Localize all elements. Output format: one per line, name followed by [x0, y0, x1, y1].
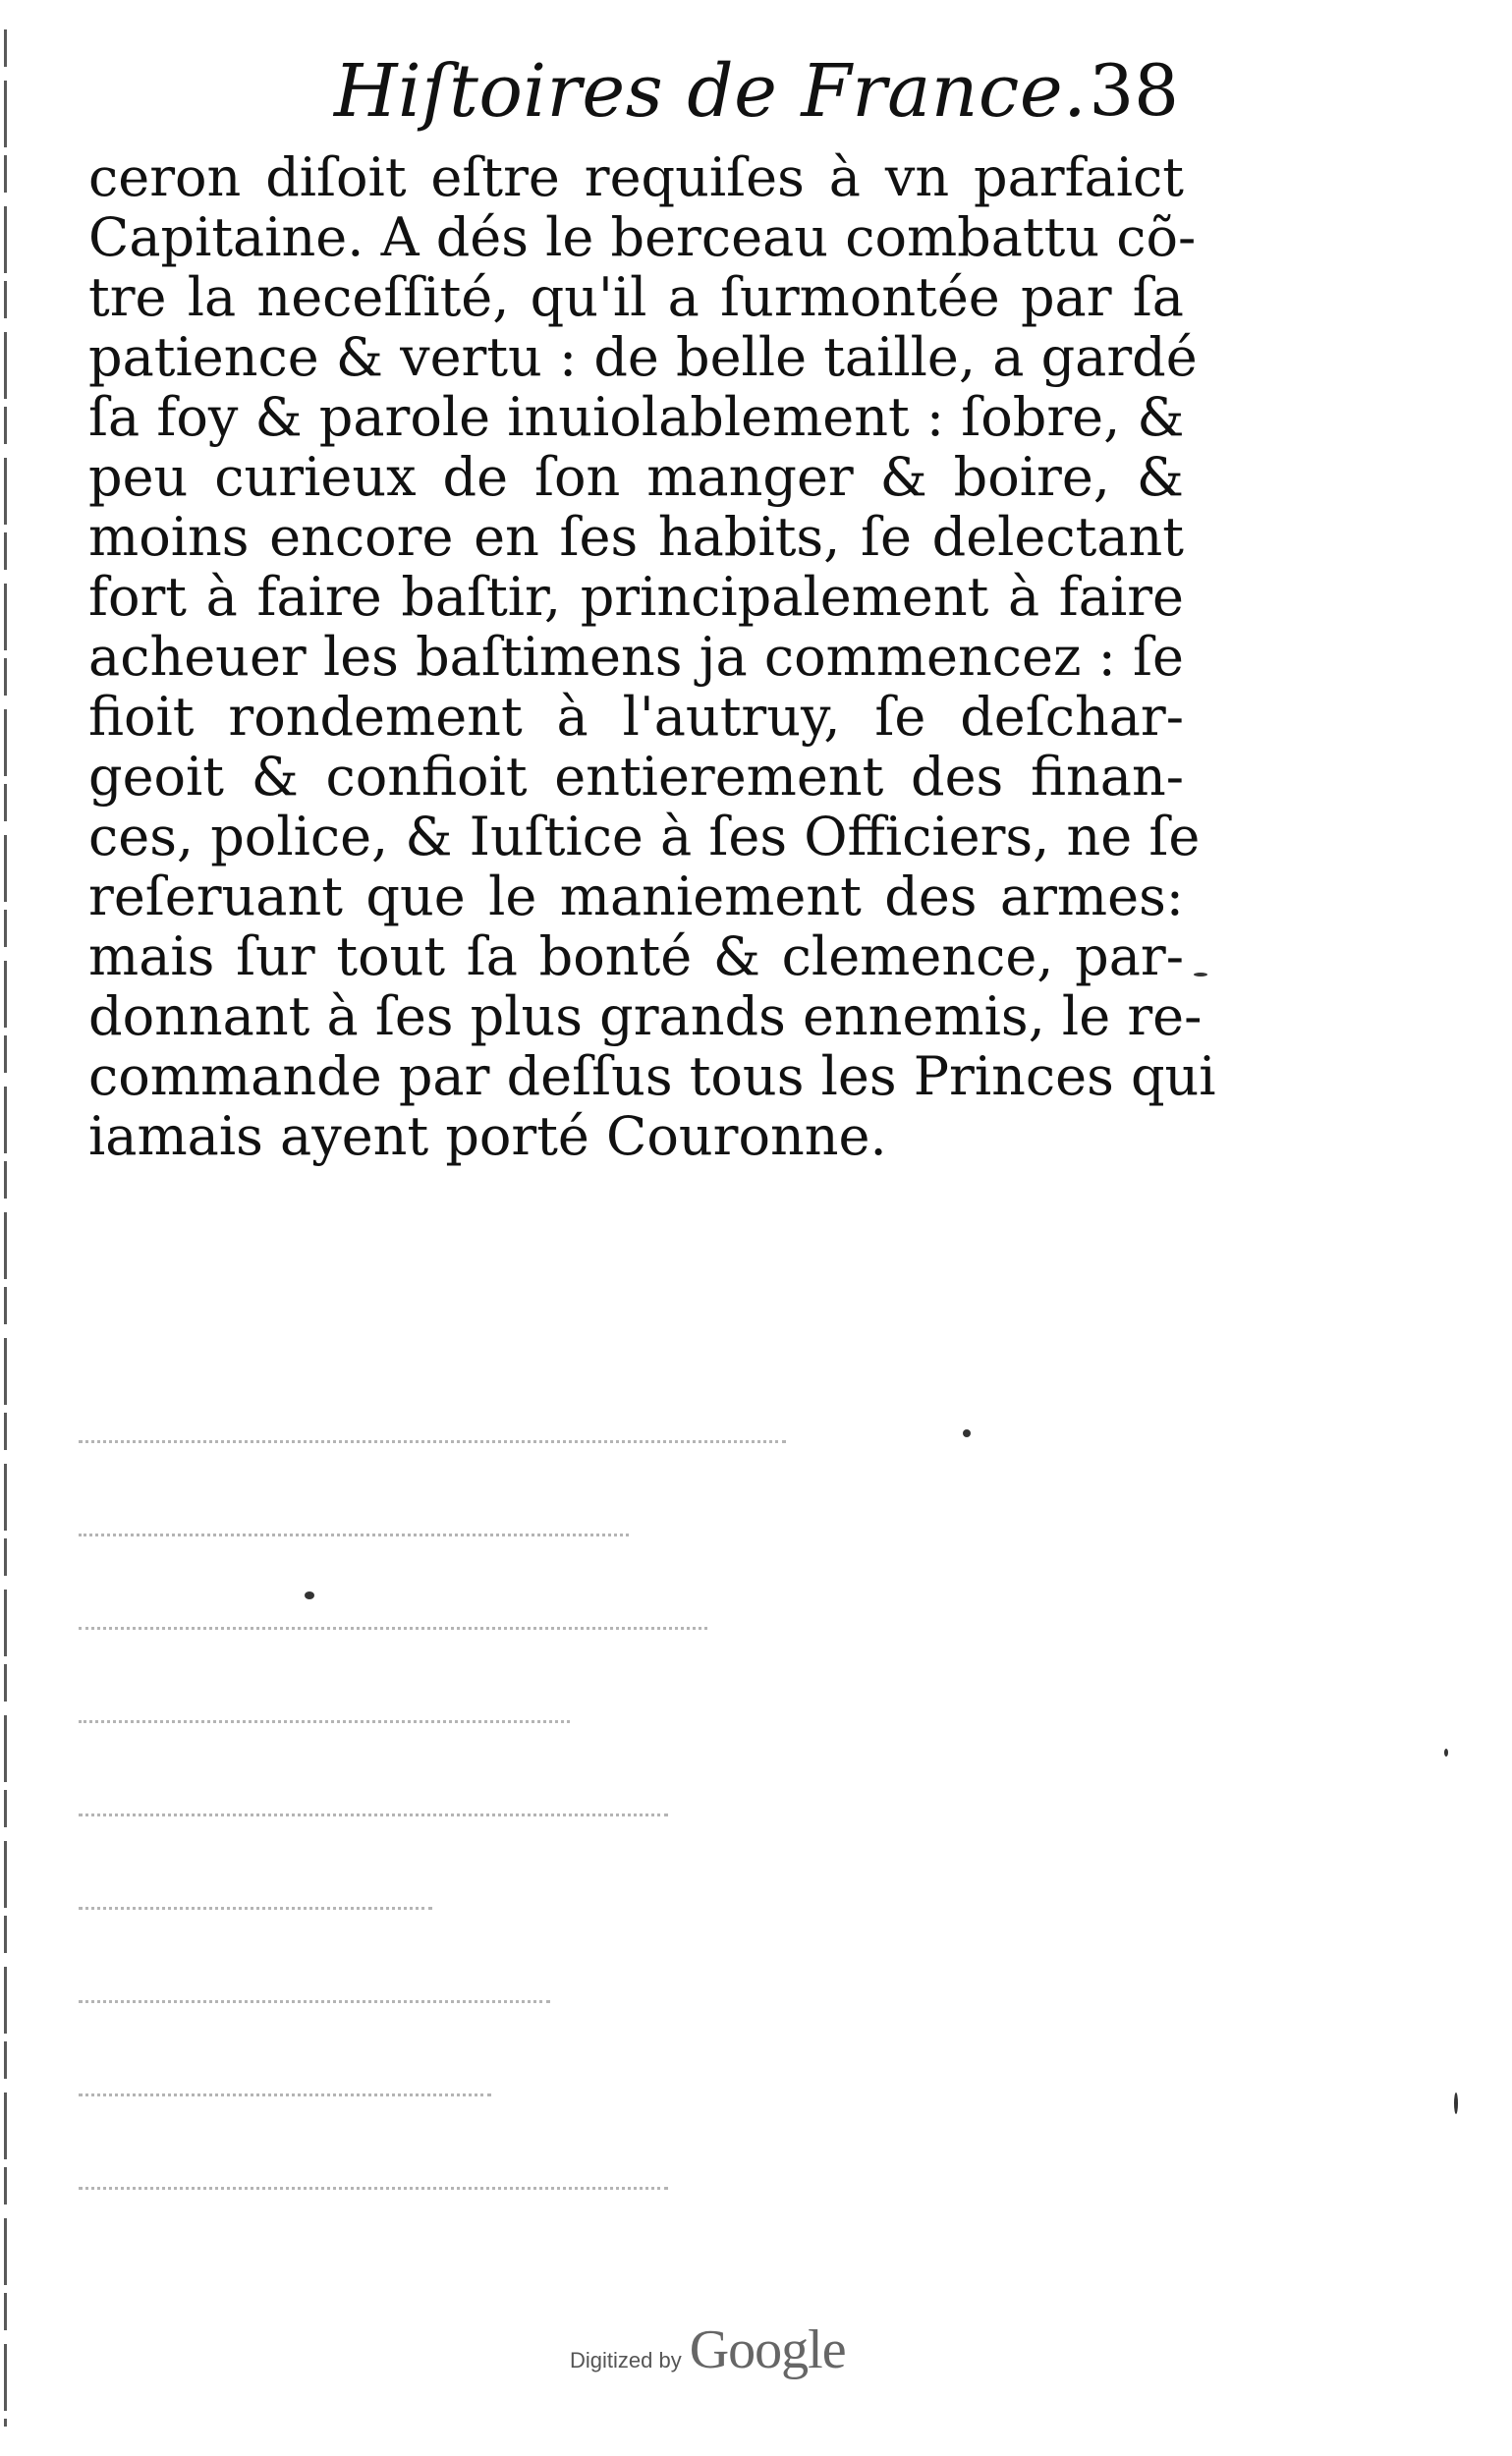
show-through-line — [79, 1528, 629, 1536]
text-line: reſeruant que le maniement des armes: — [88, 865, 1184, 927]
text-line: ceron diſoit eſtre requiſes à vn parfaict — [88, 146, 1184, 208]
page-header — [88, 49, 1179, 147]
text-line: geoit & confioit entierement des finan- — [88, 746, 1184, 808]
text-line: acheuer les baſtimens ja commencez : ſe — [88, 626, 1184, 688]
show-through-line — [79, 1901, 432, 1910]
page-number: 38 — [1089, 49, 1179, 132]
body-text — [88, 146, 1216, 1167]
show-through-line — [79, 1714, 570, 1723]
show-through-line — [79, 1808, 668, 1816]
show-through-line — [79, 1994, 550, 2003]
show-through-text — [79, 1434, 1061, 2250]
digitized-by-label: Digitized by — [570, 2348, 682, 2372]
show-through-line — [79, 2088, 491, 2096]
ink-speck — [1194, 973, 1207, 977]
text-line: ſa foy & parole inuiolablement : ſobre, & — [88, 386, 1185, 448]
page-edge-line — [4, 29, 7, 2427]
running-title: Hiſtoires de France. — [334, 49, 1088, 134]
text-line: moins encore en ſes habits, ſe delectant — [88, 506, 1184, 568]
ink-speck — [1454, 2093, 1458, 2114]
text-line: fort à faire baſtir, principalement à faire — [88, 566, 1184, 628]
text-line: iamais ayent porté Couronne. — [88, 1105, 887, 1167]
text-line: ces, police, & Iuſtice à ſes Officiers, ne ſe — [88, 806, 1201, 867]
text-line: commande par deſſus tous les Princes qui — [88, 1045, 1216, 1107]
show-through-line — [79, 2181, 668, 2190]
ink-speck — [305, 1591, 314, 1599]
show-through-line — [79, 1621, 707, 1630]
ink-speck — [1444, 1749, 1448, 1757]
text-line: Capitaine. A dés le berceau combattu cõ- — [88, 206, 1197, 268]
text-line: fioit rondement à l'autruy, ſe deſchar- — [88, 686, 1184, 748]
digitization-watermark — [570, 2318, 963, 2387]
text-line: mais ſur tout ſa bonté & clemence, par- — [88, 925, 1184, 987]
google-logo: Google — [689, 2319, 846, 2380]
text-line: donnant à ſes plus grands ennemis, le re- — [88, 985, 1203, 1047]
text-line: peu curieux de ſon manger & boire, & — [88, 446, 1184, 508]
show-through-line — [79, 1434, 786, 1443]
text-line: tre la neceſſité, qu'il a ſurmontée par ſa — [88, 266, 1184, 328]
text-line: patience & vertu : de belle taille, a gardé — [88, 326, 1198, 388]
ink-speck — [963, 1429, 971, 1437]
